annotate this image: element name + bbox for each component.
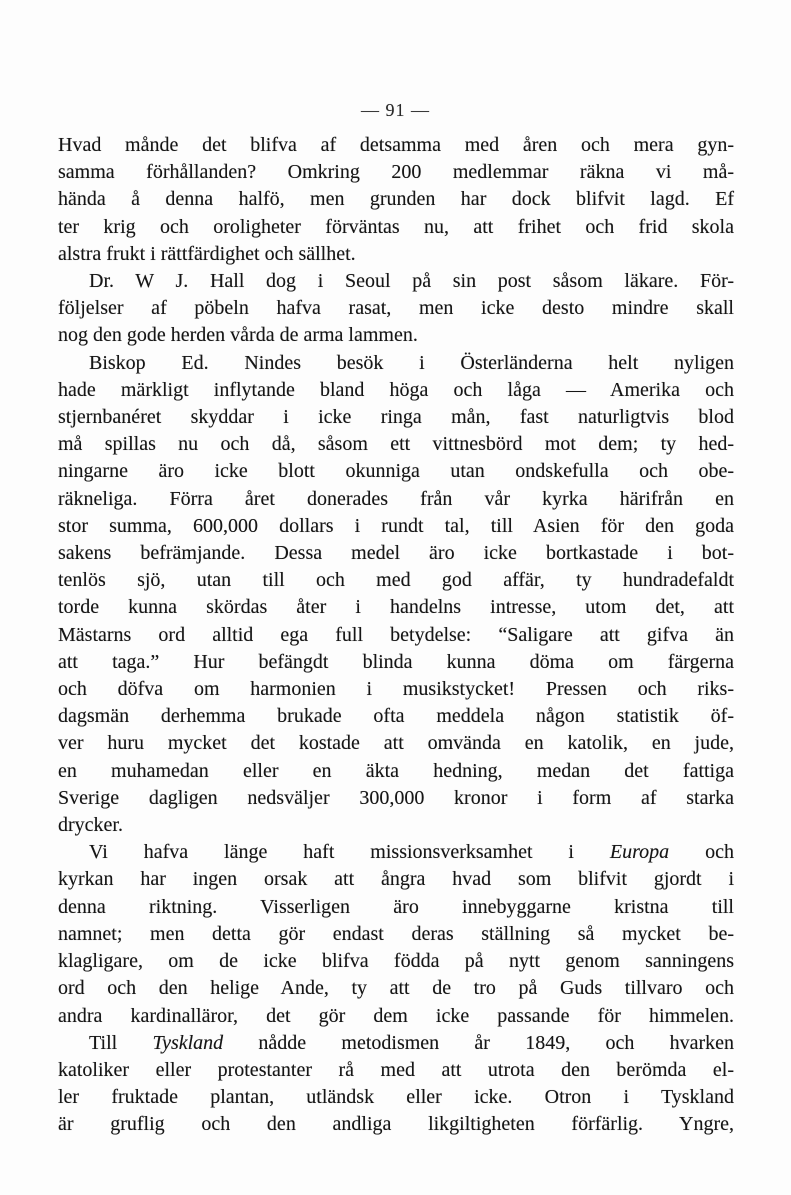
text-segment: Dr. W J. Hall dog i Seoul på sin post såsom läkare. För-: [89, 270, 734, 293]
text-line: [58, 377, 734, 404]
text-line: [58, 404, 734, 431]
text-line: [58, 567, 734, 594]
page-text: [58, 132, 734, 1139]
text-segment: stor summa, 600,000 dollars i rundt tal, till Asien för den goda: [58, 514, 734, 537]
text-segment: ver huru mycket det kostade att omvända en katolik, en jude,: [58, 732, 734, 755]
text-line: [58, 703, 734, 730]
text-line: [58, 812, 734, 839]
text-line: [58, 513, 734, 540]
text-line: [58, 1057, 734, 1084]
italic-text-segment: Europa: [609, 841, 670, 864]
text-line: [58, 1111, 734, 1138]
text-segment: hända å denna halfö, men grunden har dock blifvit lagd. Ef: [58, 188, 734, 211]
text-line: [58, 866, 734, 893]
text-line: [58, 241, 734, 268]
text-line: [58, 540, 734, 567]
text-segment: Vi hafva länge haft missionsverksamhet i: [89, 841, 610, 864]
text-segment: dagsmän derhemma brukade ofta meddela någon statistik öf-: [58, 705, 734, 728]
text-segment: klagligare, om de icke blifva födda på nytt genom sanningens: [58, 950, 734, 973]
text-line: [58, 758, 734, 785]
text-line: [58, 132, 734, 159]
text-line: [58, 676, 734, 703]
text-line: [58, 1030, 734, 1057]
text-line: [58, 1084, 734, 1111]
text-segment: alstra frukt i rättfärdighet och sällhet.: [58, 242, 356, 265]
text-segment: en muhamedan eller en äkta hedning, medan det fattiga: [58, 759, 734, 782]
text-segment: Biskop Ed. Nindes besök i Österländerna helt nyligen: [89, 351, 734, 374]
text-segment: räkneliga. Förra året donerades från vår kyrka härifrån en: [58, 487, 734, 510]
text-line: [58, 186, 734, 213]
text-segment: torde kunna skördas åter i handelns intresse, utom det, att: [58, 596, 734, 619]
text-line: [58, 921, 734, 948]
text-segment: denna riktning. Visserligen äro innebyggarne kristna till: [58, 895, 734, 918]
text-segment: drycker.: [58, 814, 123, 837]
text-segment: ningarne äro icke blott okunniga utan ondskefulla och obe-: [58, 460, 734, 483]
text-line: [58, 594, 734, 621]
text-line: [58, 268, 734, 295]
text-segment: samma förhållanden? Omkring 200 medlemmar räkna vi må-: [58, 161, 734, 184]
text-segment: ter krig och oroligheter förväntas nu, att frihet och frid skola: [58, 215, 734, 238]
text-segment: namnet; men detta gör endast deras ställning så mycket be-: [58, 922, 734, 945]
text-line: [58, 894, 734, 921]
text-line: [58, 214, 734, 241]
text-segment: ler fruktade plantan, utländsk eller icke. Otron i Tyskland: [58, 1086, 734, 1109]
text-line: [58, 975, 734, 1002]
text-segment: ord och den helige Ande, ty att de tro på Guds tillvaro och: [58, 977, 734, 1000]
text-segment: andra kardinalläror, det gör dem icke passande för himmelen.: [58, 1004, 734, 1027]
text-segment: Sverige dagligen nedsväljer 300,000 kronor i form af starka: [58, 786, 734, 809]
text-line: [58, 486, 734, 513]
text-segment: och döfva om harmonien i musikstycket! Pressen och riks-: [58, 678, 734, 701]
text-line: [58, 622, 734, 649]
text-line: [58, 322, 734, 349]
text-segment: är gruflig och den andliga likgiltigheten förfärlig. Yngre,: [58, 1113, 734, 1136]
text-line: [58, 785, 734, 812]
text-segment: Till: [89, 1031, 153, 1054]
text-segment: kyrkan har ingen orsak att ångra hvad som blifvit gjordt i: [58, 868, 734, 891]
text-segment: hade märkligt inflytande bland höga och låga — Amerika och: [58, 378, 734, 401]
text-line: [58, 839, 734, 866]
text-line: [58, 1003, 734, 1030]
text-line: [58, 159, 734, 186]
text-line: [58, 431, 734, 458]
text-segment: att taga.” Hur befängdt blinda kunna döma om färgerna: [58, 650, 734, 673]
page-number: — 91 —: [361, 100, 430, 120]
text-line: [58, 295, 734, 322]
text-segment: stjernbanéret skyddar i icke ringa mån, fast naturligtvis blod: [58, 406, 734, 429]
text-segment: må spillas nu och då, såsom ett vittnesbörd mot dem; ty hed-: [58, 433, 734, 456]
italic-text-segment: Tyskland: [152, 1031, 224, 1054]
text-segment: och: [669, 841, 734, 864]
text-segment: sakens befrämjande. Dessa medel äro icke bortkastade i bot-: [58, 542, 734, 565]
text-line: [58, 350, 734, 377]
text-segment: Hvad månde det blifva af detsamma med åren och mera gyn-: [58, 134, 734, 156]
text-segment: Mästarns ord alltid ega full betydelse: “Saligare att gifva än: [58, 623, 734, 646]
text-segment: nådde metodismen år 1849, och hvarken: [223, 1031, 734, 1054]
text-segment: följelser af pöbeln hafva rasat, men icke desto mindre skall: [58, 297, 734, 320]
text-line: [58, 948, 734, 975]
text-segment: katoliker eller protestanter rå med att utrota den berömda el-: [58, 1058, 734, 1081]
text-segment: tenlös sjö, utan till och med god affär, ty hundradefaldt: [58, 569, 734, 592]
text-line: [58, 730, 734, 757]
text-line: [58, 458, 734, 485]
text-segment: nog den gode herden vårda de arma lammen.: [58, 324, 418, 347]
text-line: [58, 649, 734, 676]
